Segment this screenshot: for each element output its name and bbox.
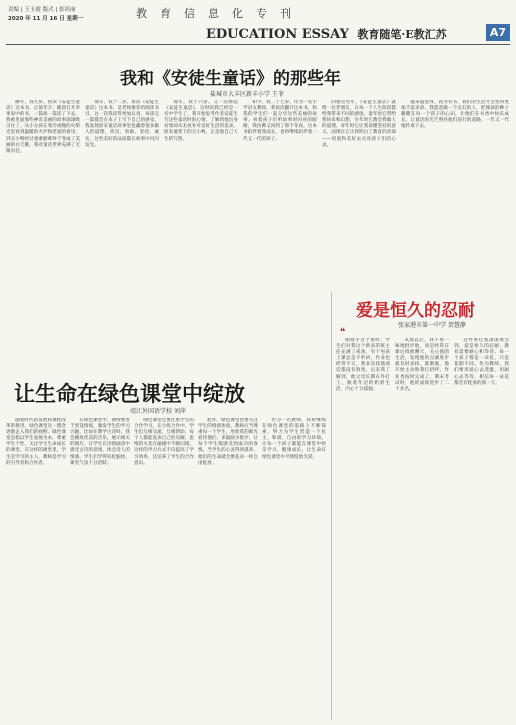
article1-column-6: 越来越觉得，因为有书，我们的生活才会变得更加丰富多彩。我愿意做一个点灯的人，把阅读的种子播撒在每一个孩子的心田，让他们在书香中快乐成长，让童话的光芒照亮他们前行的道路，一代又一代地传承下去。: [401, 100, 509, 130]
article2-byline: 张家港市第一中学 贺慧静: [398, 322, 466, 329]
section-english-title: EDUCATION ESSAY 教育随笔·E教汇苏: [206, 27, 447, 42]
page-number-badge: A7: [486, 24, 510, 41]
column-divider: [331, 292, 332, 720]
article3-column-3: 绿色课堂还要注重学生的合作学习。在小组合作中，学生们互相交流、互相帮助，每个人都能发表自己的见解，思维的火花在碰撞中不断闪现。这样的学习方式不仅提高了学习效率，还培养了学生的合作意识。: [134, 418, 194, 466]
article1-column-1: 聊年，我九岁。初读《安徒生童话》这本书，正值冬夕，随意打开李果家中的书，一篇接一篇读了下去，我被里面那些神奇美丽的故事深深吸引住了。从小女孩在寒冷夜晚的火柴光里看到温暖的火炉和慈爱的祖母，到丑小鸭经过重重磨难终于变成了美丽的白天鹅，我对童话世界充满了无限向往。: [6, 100, 80, 154]
article3-column-5: 作为一名教师，我将继续在绿色课堂的道路上不断探索，努力为学生营造一个民主、和谐、自由的学习环境，让每一个孩子都能在课堂中快乐学习、健康成长，让生命在绿色课堂中尽情绽放光彩。: [262, 418, 326, 460]
editor-info: 责编 | 王玉霞 版式 | 张培丽: [8, 7, 76, 13]
article2-column-3: 这件事让我深深体会到，爱是恒久的忍耐，教育需要耐心和等待。每一个孩子都是一朵花，只是花期不同。作为教师，我们要用爱心去浇灌，用耐心去等待，相信每一朵花都会有绽放的那一天。: [454, 338, 509, 386]
article3-column-2: 在绿色课堂中，教师要善于创设情境，激发学生的学习兴趣。比如在教学古诗时，我会播放优美的音乐，展示相关的图片，让学生在诗情画意中感受古诗的意境，体会诗人的情感。学生们学得轻松愉快，课堂气氛十分活跃。: [70, 418, 130, 466]
article1-column-5: 回想这些年，《安徒生童话》就像一位老朋友，在每一个人生阶段都给我带来不同的感悟。童年时它带给我快乐和幻想，少年时它教会我做人的道理，青年时它让我读懂坚持的意义，而现在它让我明白了教育的真谛——用爱和美好去点亮孩子们的心灵。: [322, 100, 396, 148]
article1-column-3: 那年，我十六岁。又一次捧起《安徒生童话》，这时的我已经是一名中学生了。我开始思考作者安徒生写这些童话时的心情，了解到他出身贫寒却从未放弃对美好生活的追求。原来他笔下的丑小鸭，正是他自己人生的写照。: [164, 100, 238, 142]
article3-title: 让生命在绿色课堂中绽放: [14, 381, 245, 406]
article3-column-4: 此外，绿色课堂也要关注学生的情感体验。教师应当尊重每一个学生，用欣赏的眼光看待他们，多鼓励少批评，让每个学生都感受到成功的喜悦。当学生的心灵得到滋养，他们的生命就会像花朵一样自由绽放。: [198, 418, 258, 466]
article2-column-1: 刚接手这个班时，学生们对我这个新来的班主任充满了戒备。有个男孩上课总是不听讲，作业也经常不交，我多次找他谈话都没有效果。后来我了解到，他父母长期在外打工，跟着年迈的奶奶生活，内心十分孤独。: [336, 338, 390, 392]
article2-title: 爱是恒久的忍耐: [356, 301, 475, 321]
article1-byline: 盐城市大丰区新丰小学 王菲: [210, 91, 284, 98]
section-chinese-title: 教育随笔·E教汇苏: [357, 28, 447, 41]
masthead: [0, 0, 516, 46]
article3-column-1: 随着时代的发展和课程改革的推进，绿色课堂这一理念逐渐走入我们的视野。绿色课堂是指以学生发展为本，尊重学生个性，关注学生生命成长的课堂。在这样的课堂里，学生是学习的主人，教师是学习的引导者和合作者。: [6, 418, 66, 466]
issue-date: 2020 年 11 月 16 日 星期一: [8, 16, 84, 22]
article3-byline: 靖江外国语学校 刘萍: [130, 408, 186, 415]
article1-column-2: 那年，我十二岁。再读《安徒生童话》这本书，是老师推荐的阅读书目。这一次我读得更加认真，每读完一篇都会在本子上写下自己的感受。我发现原来童话故事里也藏着很多做人的道理，善良、勇敢、坚持、诚实，这些美好的品质都在故事中闪闪发光。: [85, 100, 159, 148]
quote-mark-icon: ❝: [340, 327, 346, 338]
article1-title: 我和《安徒生童话》的那些年: [120, 69, 341, 89]
masthead-rule: [6, 44, 510, 45]
article2-column-2: 从那以后，我不再一味地批评他，而是经常在课后找他聊天，关心他的生活，发现他的点滴进步就及时表扬。渐渐地，他开始主动和我打招呼，作业也按时完成了。期末考试时，他的成绩进步了二十多名。: [395, 338, 449, 392]
article1-column-4: 如今，我二十七岁。作为一名小学语文教师，我再次翻开这本书，和我的学生们一起分享这些美丽的故事。看着孩子们听故事时闪亮的眼睛，我仿佛又回到了那个冬夜。这本书陪伴着我成长，也将继续陪伴着一代又一代的孩子。: [243, 100, 317, 142]
section-title: 教育信息化专刊: [136, 7, 304, 20]
